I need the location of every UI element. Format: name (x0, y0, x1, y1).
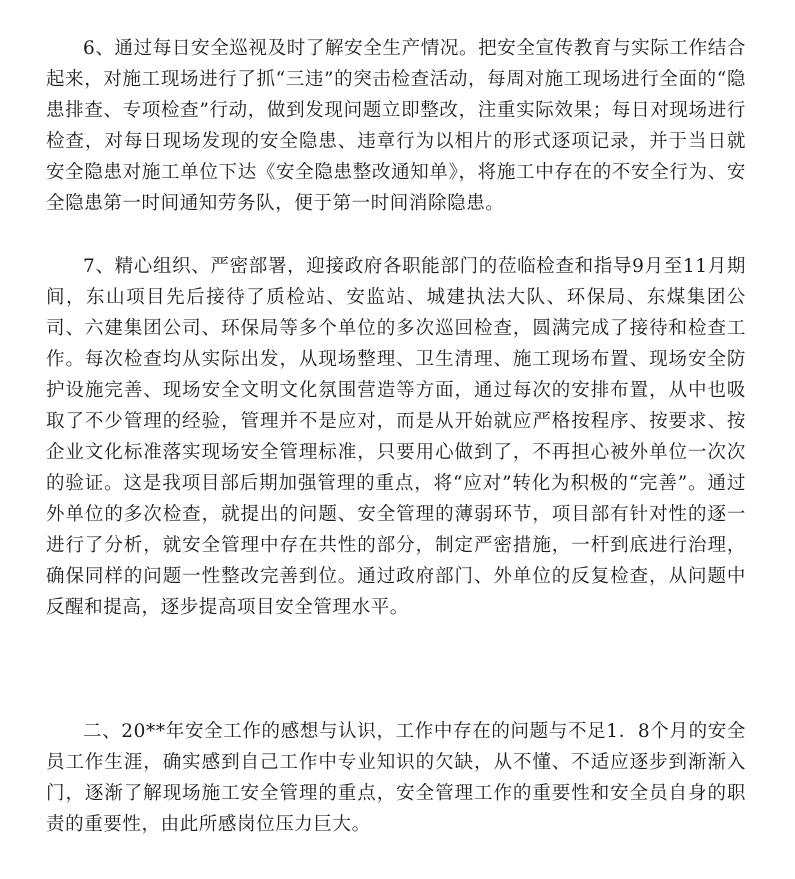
paragraph-section-2: 二、20**年安全工作的感想与认识，工作中存在的问题与不足1．8个月的安全员工作生涯，确实感到自己工作中专业知识的欠缺，从不懂、不适应逐步到渐渐入门，逐渐了解现场施工安全管理的重点，安全管理工作的重要性和安全员自身的职责的重要性，由此所感岗位压力巨大。 (46, 721, 746, 835)
paragraph-item-6: 6、通过每日安全巡视及时了解安全生产情况。把安全宣传教育与实际工作结合起来，对施工现场进行了抓“三违”的突击检查活动，每周对施工现场进行全面的“隐患排查、专项检查”行动，做到发现问题立即整改，注重实际效果；每日对现场进行检查，对每日现场发现的安全隐患、违章行为以相片的形式逐项记录，并于当日就安全隐患对施工单位下达《安全隐患整改通知单》，将施工中存在的不安全行为、安全隐患第一时间通知劳务队，便于第一时间消除隐患。 (46, 38, 746, 214)
paragraph-item-7: 7、精心组织、严密部署，迎接政府各职能部门的莅临检查和指导9月至11月期间，东山项目先后接待了质检站、安监站、城建执法大队、环保局、东煤集团公司、六建集团公司、环保局等多个单位的多次巡回检查，圆满完成了接待和检查工作。每次检查均从实际出发，从现场整理、卫生清理、施工现场布置、现场安全防护设施完善、现场安全文明文化氛围营造等方面，通过每次的安排布置，从中也吸取了不少管理的经验，管理并不是应对，而是从开始就应严格按程序、按要求、按企业文化标准落实现场安全管理标准，只要用心做到了，不再担心被外单位一次次的验证。这是我项目部后期加强管理的重点，将“应对”转化为积极的“完善”。通过外单位的多次检查，就提出的问题、安全管理的薄弱环节，项目部有针对性的逐一进行了分析，就安全管理中存在共性的部分，制定严密措施，一杆到底进行治理，确保同样的问题一性整改完善到位。通过政府部门、外单位的反复检查，从问题中反醒和提高，逐步提高项目安全管理水平。 (46, 256, 746, 618)
next-paragraph-cutoff (46, 863, 746, 879)
